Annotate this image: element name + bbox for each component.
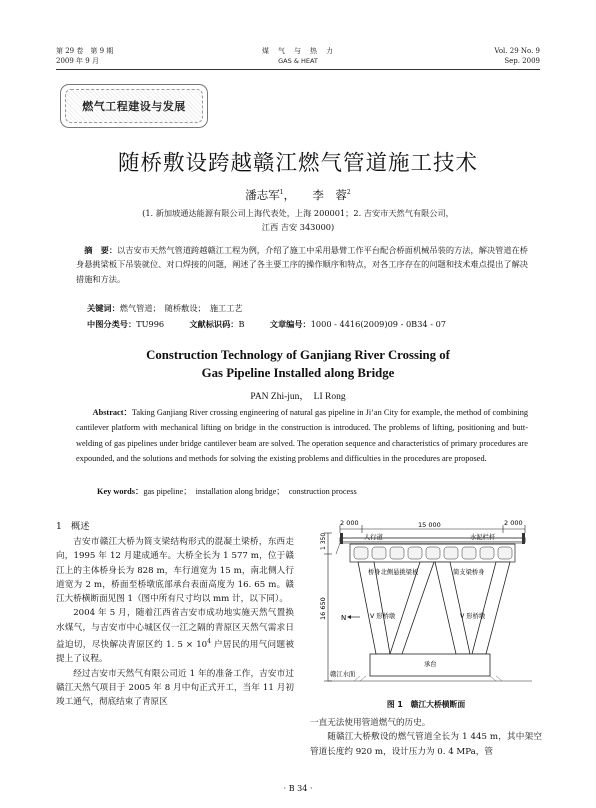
author-1-sup: 1 (279, 189, 284, 197)
authors-cn (0, 187, 596, 203)
pier-right-label: V 形桥墩 (460, 613, 486, 620)
paragraph-4: 一直无法使用管道燃气的历史。 (310, 718, 431, 728)
paragraph-3: 经过吉安市天然气有限公司近 1 年的准备工作，吉安市过赣江天然气项目于 2005 年 8 月中旬正式开工，当年 11 月初竣工通气，彻底结束了青原区 (56, 668, 294, 708)
affiliation-line-2: 江西 吉安 343000) (261, 222, 335, 232)
figure-1-caption: 图 1 赣江大桥横断面 (386, 700, 466, 709)
abstract-cn (76, 243, 528, 286)
classification (87, 319, 547, 330)
paragraph-1: 吉安市赣江大桥为简支梁结构形式的混凝土梁桥，东西走向，1995 年 12 月建成通车。大桥全长为 1 577 m，位于赣江上的主体桥身长为 828 m，车行道宽为 15 m，南北侧人行道宽为 2 m，桥面至桥墩底部承台表面高度为 16. 65 m。赣江大桥横断面见图 1（图中所有尺寸均以 mm 计，以下同）。 (56, 537, 294, 605)
keywords-en-label: Key words： (97, 487, 144, 496)
header-rule (56, 69, 540, 70)
simple-beam-label: 简支梁桥身 (453, 569, 485, 576)
section-1-heading: 1 概述 (56, 521, 90, 532)
dim-mid-text: 15 000 (418, 521, 441, 529)
doc-code-label: 文献标识码： (189, 319, 239, 329)
keywords-cn-label: 关键词： (87, 303, 120, 313)
column-tag: 燃气工程建设与发展 (82, 100, 186, 113)
volume-issue: 第 29 卷 第 9 期 (56, 47, 114, 55)
keywords-cn-text: 燃气管道； 随桥敷设； 施工工艺 (119, 303, 243, 313)
dim-right-text: 2 000 (504, 519, 523, 527)
author-sep: ， (283, 188, 313, 202)
abstract-en (76, 405, 528, 467)
guardrail-label: 水泥栏杆 (470, 534, 496, 541)
left-column (56, 535, 294, 709)
date-en: Sep. 2009 (504, 57, 540, 65)
author-2-sup: 2 (346, 189, 351, 197)
doc-code-value: B (238, 319, 245, 329)
title-en-line-1: Construction Technology of Ganjiang River Crossing of (146, 348, 450, 362)
clc-value: TU996 (136, 319, 165, 329)
bridge-cross-section-diagram (310, 516, 542, 696)
author-2: 李 蓉 (312, 188, 347, 202)
paragraph-2-sup: 4 (207, 638, 211, 646)
pier-left-label: V 形桥墩 (370, 613, 396, 620)
header-right (440, 46, 540, 66)
dim-left-text: 2 000 (340, 519, 359, 527)
pile-cap-label: 承台 (424, 661, 437, 668)
volume-en: Vol. 29 No. 9 (494, 47, 540, 55)
dim-top-height-text: 1 350 (320, 532, 327, 550)
keywords-en (97, 485, 527, 497)
north-arrow-label: N (341, 614, 347, 622)
journal-title-en: GAS & HEAT (278, 57, 318, 65)
dim-height-text: 16 650 (319, 597, 327, 620)
abstract-cn-label: 摘 要： (84, 245, 118, 255)
paragraph-2-a: 2004 年 5 月，随着江西省吉安市成功地实施天然气置换水煤气，与吉安市中心城区仅一江之隔的青原区天然气需求日益迫切，尽快解决青原区约 1. 5 × 10 (56, 608, 294, 650)
column-tag-box (60, 84, 208, 128)
paragraph-2 (56, 606, 294, 666)
author-1: 潘志军 (245, 188, 280, 202)
clc-label: 中图分类号： (87, 319, 137, 329)
abstract-en-label: Abstract： (92, 408, 132, 417)
keywords-en-text: gas pipeline； installation along bridge； construction process (143, 487, 357, 496)
title-en-line-2: Gas Pipeline Installed along Bridge (201, 366, 395, 380)
paragraph-5: 随赣江大桥敷设的燃气管道全长为 1 445 m，其中架空管道长度约 920 m，设计压力为 0. 4 MPa，管 (310, 732, 542, 757)
authors-en: PAN Zhi-jun， LI Rong (250, 392, 346, 402)
water-label: 赣江水面 (330, 671, 356, 678)
figure-1 (310, 516, 542, 696)
paragraph-2-b: 户居民的用气问题被提上了议程。 (56, 639, 294, 665)
abstract-cn-text: 以吉安市天然气管道跨越赣江工程为例，介绍了施工中采用悬臂工作平台配合桥面机械吊装的方法，解决管道在桥身悬挑梁板下吊装就位、对口焊接的问题，阐述了各主要工序的操作顺序和特点，对各工序存在的问题和技术难点提出了解决措施和方法。 (76, 245, 528, 284)
header-left (56, 46, 176, 66)
affiliation-line-1: (1. 新加坡通达能源有限公司上海代表处，上海 200001；2. 吉安市天然气有限公司， (142, 208, 454, 218)
girder-cells (354, 547, 512, 559)
journal-title-cn: 煤 气 与 热 力 (262, 47, 334, 55)
keywords-cn (87, 303, 527, 314)
abstract-en-text: Taking Ganjiang River crossing engineering of natural gas pipeline in Ji’an City for example, the method of combining cantilever platform with mechanical lifting on bridge in the construction is introduced. The problems of lifting, positioning and butt-welding of gas pipelines under bridge cantilever beam are solved. The operation sequence and characteristics of primary procedures are expounded, and the solutions and methods for solving the existing problems and difficulties in the procedures are proposed. (76, 408, 529, 464)
page-number: · B 34 · (283, 784, 313, 793)
sidewalk-label: 人行道 (364, 534, 383, 541)
right-column (310, 716, 542, 759)
publish-date: 2009 年 9 月 (56, 57, 99, 65)
article-no-value: 1000 - 4416(2009)09 - 0B34 - 07 (310, 319, 446, 329)
article-no-label: 文章编号： (269, 319, 311, 329)
header-center (230, 46, 366, 66)
title-cn: 随桥敷设跨越赣江燃气管道施工技术 (117, 151, 478, 176)
north-beam-label: 桥身北侧悬挑梁板 (368, 569, 419, 576)
